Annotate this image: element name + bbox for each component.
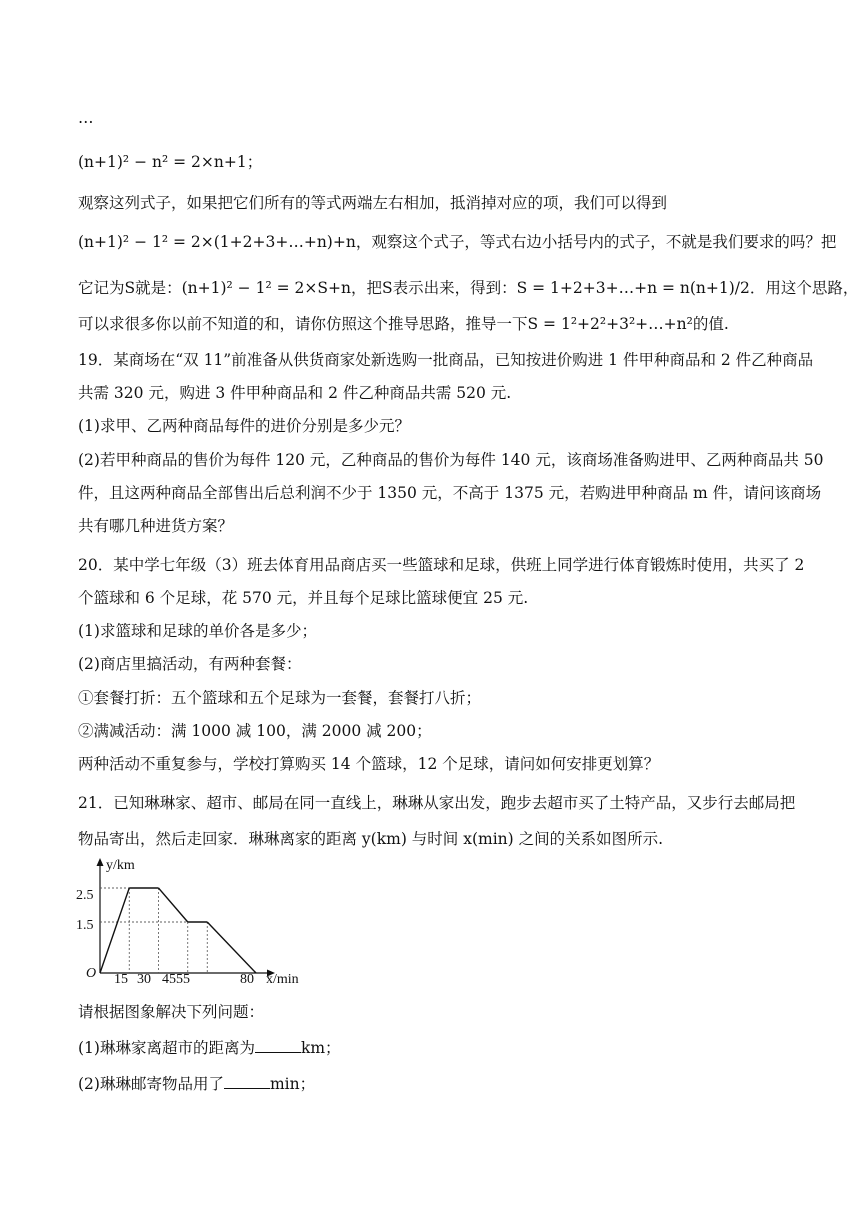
math-line: (n+1)² − n² = 2×n+1；: [78, 153, 263, 171]
part1-unit: km；: [300, 1039, 341, 1057]
y-tick-label: 2.5: [76, 888, 94, 903]
x-tick-label: 15: [114, 972, 128, 985]
y-tick-label: 1.5: [76, 918, 94, 933]
question-20-stem: 20．某中学七年级（3）班去体育用品商店买一些篮球和足球，供班上同学进行体育锻炼时使用，共买了 2: [78, 556, 805, 574]
x-axis-label: x/min: [266, 972, 299, 985]
x-tick-label: 30: [137, 972, 151, 985]
math-text-line: 可以求很多你以前不知道的和，请你仿照这个推导思路，推导一下S = 1²+2²+3²+…+n²的值.: [78, 315, 729, 333]
question-19-part2: 件，且这两种商品全部售出后总利润不少于 1350 元，不高于 1375 元，若购进甲种商品 m 件，请问该商场: [78, 484, 822, 502]
question-19-stem: 19．某商场在“双 11”前准备从供货商家处新选购一批商品，已知按进价购进 1 件甲种商品和 2 件乙种商品: [78, 351, 814, 369]
question-20-part2: (2)商店里搞活动，有两种套餐：: [78, 655, 302, 673]
y-axis-arrow: [97, 858, 104, 866]
answer-blank[interactable]: [255, 1038, 301, 1053]
origin-label: O: [86, 966, 97, 981]
question-19-part2: (2)若甲种商品的售价为每件 120 元，乙种商品的售价为每件 140 元，该商场准备购进甲、乙两种商品共 50: [78, 451, 824, 469]
math-text-line: (n+1)² − 1² = 2×(1+2+3+…+n)+n，观察这个式子，等式右边小括号内的式子，不就是我们要求的吗？把: [78, 233, 837, 251]
question-19-part1: (1)求甲、乙两种商品每件的进价分别是多少元？: [78, 417, 410, 435]
distance-time-graph: [70, 855, 330, 985]
question-20-option2: ②满减活动：满 1000 减 100，满 2000 减 200；: [78, 722, 432, 740]
series-segment: [207, 922, 256, 973]
part2-unit: min；: [269, 1075, 316, 1093]
question-19-part2: 共有哪几种进货方案？: [78, 517, 234, 535]
question-21-part1: [78, 1038, 800, 1058]
question-20-option1: ①套餐打折：五个篮球和五个足球为一套餐，套餐打八折；: [78, 689, 482, 707]
question-21-instruction: 请根据图象解决下列问题：: [78, 1003, 265, 1021]
series-line: [100, 888, 256, 973]
part1-text: (1)琳琳家离超市的距离为: [78, 1039, 255, 1057]
text-line: …: [78, 109, 94, 127]
part2-text: (2)琳琳邮寄物品用了: [78, 1075, 224, 1093]
question-20-part2: 两种活动不重复参与，学校打算购买 14 个篮球，12 个足球，请问如何安排更划算？: [78, 755, 660, 773]
question-20-part1: (1)求篮球和足球的单价各是多少；: [78, 622, 317, 640]
question-21-part2: [78, 1074, 800, 1094]
answer-blank[interactable]: [224, 1074, 270, 1089]
question-21-stem: 21．已知琳琳家、超市、邮局在同一直线上，琳琳从家出发，跑步去超市买了土特产品，又步行去邮局把: [78, 794, 796, 812]
guide-lines: [100, 888, 207, 973]
y-axis-label: y/km: [106, 858, 135, 873]
question-19-stem: 共需 320 元，购进 3 件甲种商品和 2 件乙种商品共需 520 元.: [78, 384, 512, 402]
math-text-line: 它记为S就是：(n+1)² − 1² = 2×S+n，把S表示出来，得到：S = 1+2+3+…+n = n(n+1)/2．用这个思路，: [78, 279, 859, 297]
question-20-stem: 个篮球和 6 个足球，花 570 元，并且每个足球比篮球便宜 25 元.: [78, 589, 529, 607]
series-segment: [100, 888, 129, 973]
x-tick-label: 4555: [162, 972, 190, 985]
question-21-stem: 物品寄出，然后走回家．琳琳离家的距离 y(km) 与时间 x(min) 之间的关系如图所示.: [78, 830, 664, 848]
x-tick-label: 80: [240, 972, 254, 985]
text-line: 观察这列式子，如果把它们所有的等式两端左右相加，抵消掉对应的项，我们可以得到: [78, 194, 668, 212]
series-segment: [159, 888, 188, 922]
